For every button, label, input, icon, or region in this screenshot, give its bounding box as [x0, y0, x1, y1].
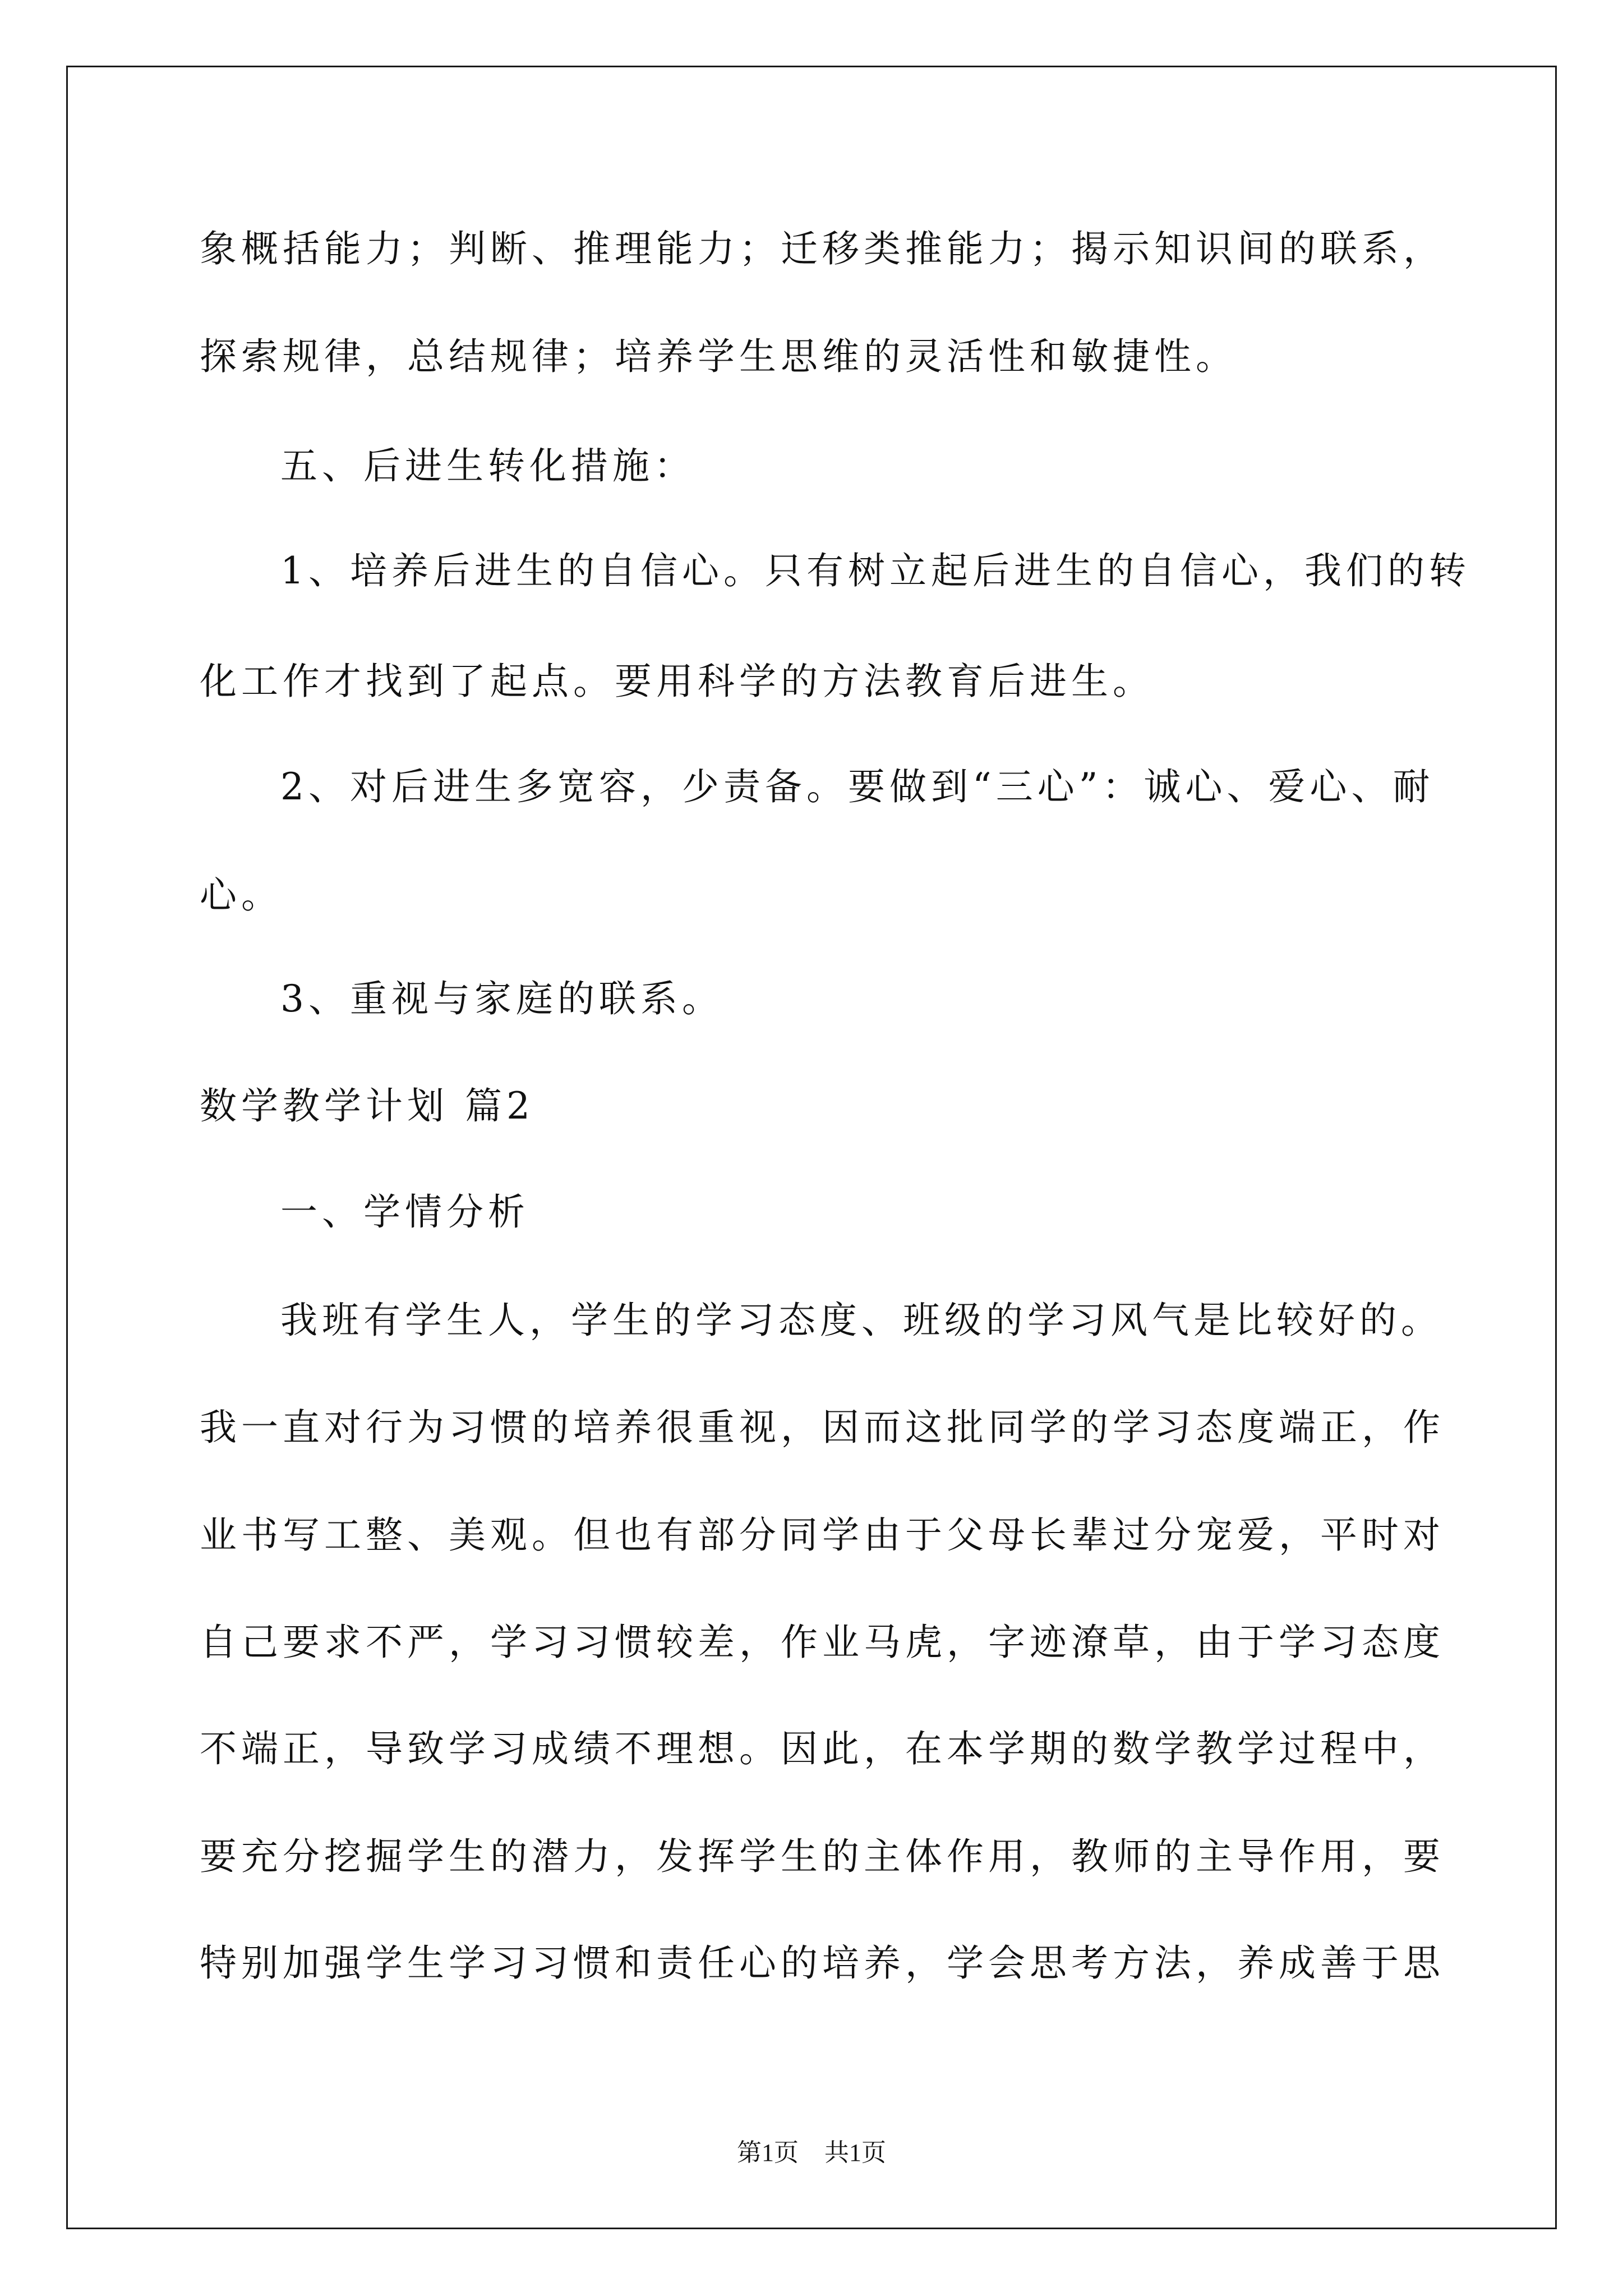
- body-line: 业书写工整、美观。但也有部分同学由于父母长辈过分宠爱，平时对: [200, 1513, 1445, 1557]
- body-line: 要充分挖掘学生的潜力，发挥学生的主体作用，教师的主导作用，要: [200, 1835, 1445, 1878]
- section-heading: 五、后进生转化措施：: [280, 444, 695, 487]
- body-line: 我一直对行为习惯的培养很重视，因而这批同学的学习态度端正，作: [200, 1406, 1445, 1449]
- body-line: 自己要求不严，学习习惯较差，作业马虎，字迹潦草，由于学习态度: [200, 1621, 1445, 1664]
- document-title: 数学教学计划 篇2: [200, 1084, 534, 1128]
- page-total: 共1页: [824, 2139, 886, 2166]
- body-line: 2、对后进生多宽容，少责备。要做到“三心”：诚心、爱心、耐: [280, 765, 1435, 808]
- body-line: 心。: [200, 873, 283, 917]
- page-number: 第1页: [737, 2139, 799, 2166]
- body-line: 探索规律，总结规律；培养学生思维的灵活性和敏捷性。: [200, 335, 1237, 378]
- body-line: 化工作才找到了起点。要用科学的方法教育后进生。: [200, 660, 1154, 703]
- body-line: 我班有学生人，学生的学习态度、班级的学习风气是比较好的。: [280, 1299, 1442, 1342]
- body-line: 特别加强学生学习习惯和责任心的培养，学会思考方法，养成善于思: [200, 1941, 1445, 1985]
- body-line: 3、重视与家庭的联系。: [280, 977, 723, 1020]
- section-heading: 一、学情分析: [280, 1190, 529, 1234]
- body-line: 不端正，导致学习成绩不理想。因此，在本学期的数学教学过程中，: [200, 1727, 1445, 1770]
- page-footer: [0, 2137, 1623, 2169]
- body-line: 象概括能力；判断、推理能力；迁移类推能力；揭示知识间的联系，: [200, 227, 1445, 270]
- body-line: 1、培养后进生的自信心。只有树立起后进生的自信心，我们的转: [280, 549, 1470, 592]
- page-border: [66, 66, 1557, 2229]
